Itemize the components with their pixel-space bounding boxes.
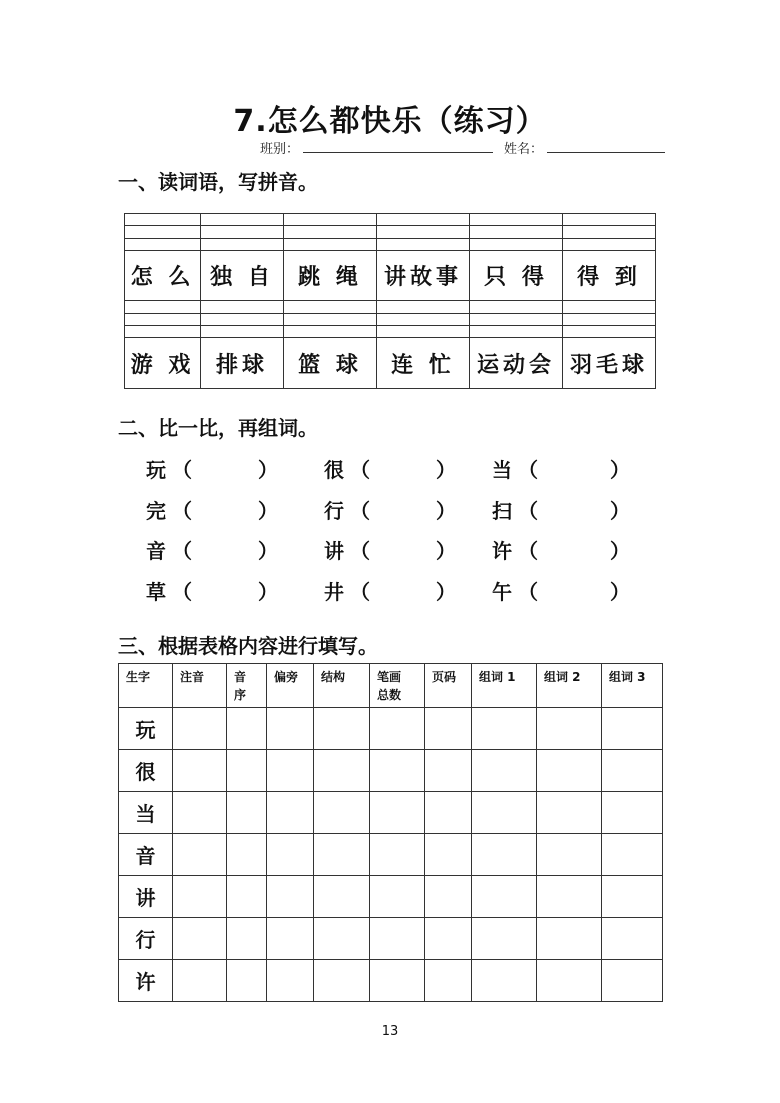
close-paren: ） [258,539,278,563]
fill-cell[interactable] [267,750,314,792]
compare-char: 当 [492,458,512,482]
pinyin-cell[interactable] [563,214,656,226]
pinyin-cell[interactable] [470,238,563,250]
compare-char: 井 [324,580,344,604]
open-paren: （ [172,499,192,523]
pinyin-cell[interactable] [377,301,470,313]
word-cell: 运动会 [470,338,563,389]
compare-item[interactable] [146,454,278,483]
fill-cell[interactable] [314,708,370,750]
compare-char: 许 [492,539,512,563]
char-cell: 音 [119,834,173,876]
table-row [119,792,663,834]
pinyin-cell[interactable] [125,326,201,338]
pinyin-cell[interactable] [284,226,377,238]
pinyin-cell[interactable] [563,301,656,313]
fill-cell[interactable] [370,792,425,834]
fill-cell[interactable] [537,708,602,750]
table-row [119,750,663,792]
pinyin-cell[interactable] [201,301,284,313]
fill-cell[interactable] [472,708,537,750]
name-field [504,138,665,157]
header-cell: 生字 [119,664,173,708]
section-2-heading: 二、比一比，再组词。 [118,416,318,440]
fill-cell[interactable] [472,792,537,834]
pinyin-table [124,213,656,389]
char-cell: 讲 [119,876,173,918]
fill-cell[interactable] [173,792,227,834]
page-number: 13 [381,1024,399,1039]
compare-item[interactable] [492,495,630,524]
fill-cell[interactable] [267,792,314,834]
fill-cell[interactable] [370,960,425,1002]
table-row [119,918,663,960]
fill-cell[interactable] [370,918,425,960]
compare-char: 完 [146,499,166,523]
fill-cell[interactable] [314,750,370,792]
pinyin-cell[interactable] [563,226,656,238]
fill-cell[interactable] [537,960,602,1002]
compare-char: 草 [146,580,166,604]
fill-cell[interactable] [314,792,370,834]
close-paren: ） [258,580,278,604]
open-paren: （ [518,539,538,563]
fill-cell[interactable] [602,876,663,918]
fill-cell[interactable] [267,834,314,876]
word-cell: 独 自 [201,250,284,300]
header-cell: 结构 [314,664,370,708]
compare-item[interactable] [492,576,630,605]
fill-cell[interactable] [227,792,267,834]
pinyin-cell[interactable] [377,226,470,238]
compare-item[interactable] [324,535,456,564]
word-cell: 羽毛球 [563,338,656,389]
close-paren: ） [436,539,456,563]
header-cell: 音 序 [227,664,267,708]
char-cell: 当 [119,792,173,834]
open-paren: （ [172,580,192,604]
fill-cell[interactable] [173,708,227,750]
close-paren: ） [610,580,630,604]
fill-cell[interactable] [425,876,472,918]
open-paren: （ [350,458,370,482]
class-blank[interactable] [303,140,493,153]
pinyin-cell[interactable] [563,313,656,325]
header-cell: 笔画 总数 [370,664,425,708]
pinyin-cell[interactable] [470,301,563,313]
word-cell: 排球 [201,338,284,389]
compare-item[interactable] [324,576,456,605]
fill-cell[interactable] [370,876,425,918]
open-paren: （ [518,580,538,604]
fill-cell[interactable] [227,708,267,750]
close-paren: ） [436,499,456,523]
fill-cell[interactable] [472,834,537,876]
header-cell: 组词 3 [602,664,663,708]
word-cell: 游 戏 [125,338,201,389]
fill-cell[interactable] [537,918,602,960]
word-cell: 篮 球 [284,338,377,389]
compare-char: 讲 [324,539,344,563]
char-cell: 行 [119,918,173,960]
pinyin-cell[interactable] [284,214,377,226]
pinyin-cell[interactable] [377,238,470,250]
open-paren: （ [518,458,538,482]
compare-char: 玩 [146,458,166,482]
pinyin-cell[interactable] [470,313,563,325]
pinyin-cell[interactable] [125,301,201,313]
table-row [119,876,663,918]
pinyin-cell[interactable] [377,326,470,338]
class-field [260,138,493,157]
fill-cell[interactable] [472,918,537,960]
pinyin-cell[interactable] [125,214,201,226]
section-1-heading: 一、读词语，写拼音。 [118,170,318,194]
fill-cell[interactable] [602,918,663,960]
compare-char: 音 [146,539,166,563]
fill-cell[interactable] [227,960,267,1002]
close-paren: ） [258,458,278,482]
open-paren: （ [518,499,538,523]
pinyin-cell[interactable] [284,313,377,325]
fill-cell[interactable] [267,876,314,918]
word-cell: 只 得 [470,250,563,300]
name-label: 姓名： [504,142,544,157]
fill-cell[interactable] [173,960,227,1002]
compare-item[interactable] [146,495,278,524]
pinyin-cell[interactable] [125,313,201,325]
pinyin-cell[interactable] [284,238,377,250]
compare-char: 很 [324,458,344,482]
word-cell: 连 忙 [377,338,470,389]
pinyin-cell[interactable] [125,238,201,250]
pinyin-cell[interactable] [201,238,284,250]
fill-cell[interactable] [537,876,602,918]
close-paren: ） [436,580,456,604]
compare-char: 扫 [492,499,512,523]
pinyin-cell[interactable] [470,326,563,338]
header-cell: 组词 1 [472,664,537,708]
fill-cell[interactable] [602,708,663,750]
word-cell: 讲故事 [377,250,470,300]
word-cell: 得 到 [563,250,656,300]
fill-cell[interactable] [227,876,267,918]
word-cell: 怎 么 [125,250,201,300]
compare-item[interactable] [492,535,630,564]
fill-cell[interactable] [537,834,602,876]
pinyin-cell[interactable] [377,313,470,325]
compare-item[interactable] [324,495,456,524]
fill-cell[interactable] [173,918,227,960]
fill-cell[interactable] [425,750,472,792]
header-cell: 页码 [425,664,472,708]
fill-cell[interactable] [267,918,314,960]
character-table [118,663,663,1002]
compare-item[interactable] [146,535,278,564]
name-blank[interactable] [547,140,665,153]
fill-cell[interactable] [472,876,537,918]
header-cell: 组词 2 [537,664,602,708]
page-title: 7.怎么都快乐（练习） [233,104,547,139]
fill-cell[interactable] [425,960,472,1002]
fill-cell[interactable] [602,792,663,834]
header-cell: 偏旁 [267,664,314,708]
pinyin-cell[interactable] [470,214,563,226]
table-row [119,834,663,876]
open-paren: （ [350,539,370,563]
fill-cell[interactable] [314,834,370,876]
pinyin-cell[interactable] [125,226,201,238]
table-row [119,960,663,1002]
open-paren: （ [172,539,192,563]
fill-cell[interactable] [425,708,472,750]
header-cell: 注音 [173,664,227,708]
fill-cell[interactable] [314,960,370,1002]
char-cell: 许 [119,960,173,1002]
char-cell: 很 [119,750,173,792]
pinyin-cell[interactable] [563,238,656,250]
fill-cell[interactable] [602,834,663,876]
fill-cell[interactable] [267,960,314,1002]
compare-char: 午 [492,580,512,604]
close-paren: ） [436,458,456,482]
word-cell: 跳 绳 [284,250,377,300]
compare-item[interactable] [324,454,456,483]
fill-cell[interactable] [602,750,663,792]
pinyin-cell[interactable] [563,326,656,338]
fill-cell[interactable] [227,750,267,792]
table-row [119,708,663,750]
fill-cell[interactable] [537,792,602,834]
pinyin-cell[interactable] [284,301,377,313]
pinyin-cell[interactable] [284,326,377,338]
char-cell: 玩 [119,708,173,750]
close-paren: ） [610,539,630,563]
fill-cell[interactable] [227,918,267,960]
fill-cell[interactable] [370,708,425,750]
close-paren: ） [258,499,278,523]
fill-cell[interactable] [314,876,370,918]
compare-item[interactable] [146,576,278,605]
pinyin-cell[interactable] [377,214,470,226]
fill-cell[interactable] [314,918,370,960]
fill-cell[interactable] [267,708,314,750]
fill-cell[interactable] [227,834,267,876]
fill-cell[interactable] [173,750,227,792]
close-paren: ） [610,458,630,482]
fill-cell[interactable] [173,834,227,876]
close-paren: ） [610,499,630,523]
compare-char: 行 [324,499,344,523]
compare-item[interactable] [492,454,630,483]
pinyin-cell[interactable] [201,214,284,226]
fill-cell[interactable] [602,960,663,1002]
open-paren: （ [350,580,370,604]
pinyin-cell[interactable] [470,226,563,238]
pinyin-cell[interactable] [201,313,284,325]
fill-cell[interactable] [537,750,602,792]
section-3-heading: 三、根据表格内容进行填写。 [118,634,378,658]
class-label: 班别： [260,142,300,157]
fill-cell[interactable] [425,918,472,960]
open-paren: （ [350,499,370,523]
pinyin-cell[interactable] [201,226,284,238]
fill-cell[interactable] [472,750,537,792]
fill-cell[interactable] [370,750,425,792]
open-paren: （ [172,458,192,482]
fill-cell[interactable] [370,834,425,876]
fill-cell[interactable] [425,834,472,876]
fill-cell[interactable] [472,960,537,1002]
fill-cell[interactable] [425,792,472,834]
fill-cell[interactable] [173,876,227,918]
pinyin-cell[interactable] [201,326,284,338]
